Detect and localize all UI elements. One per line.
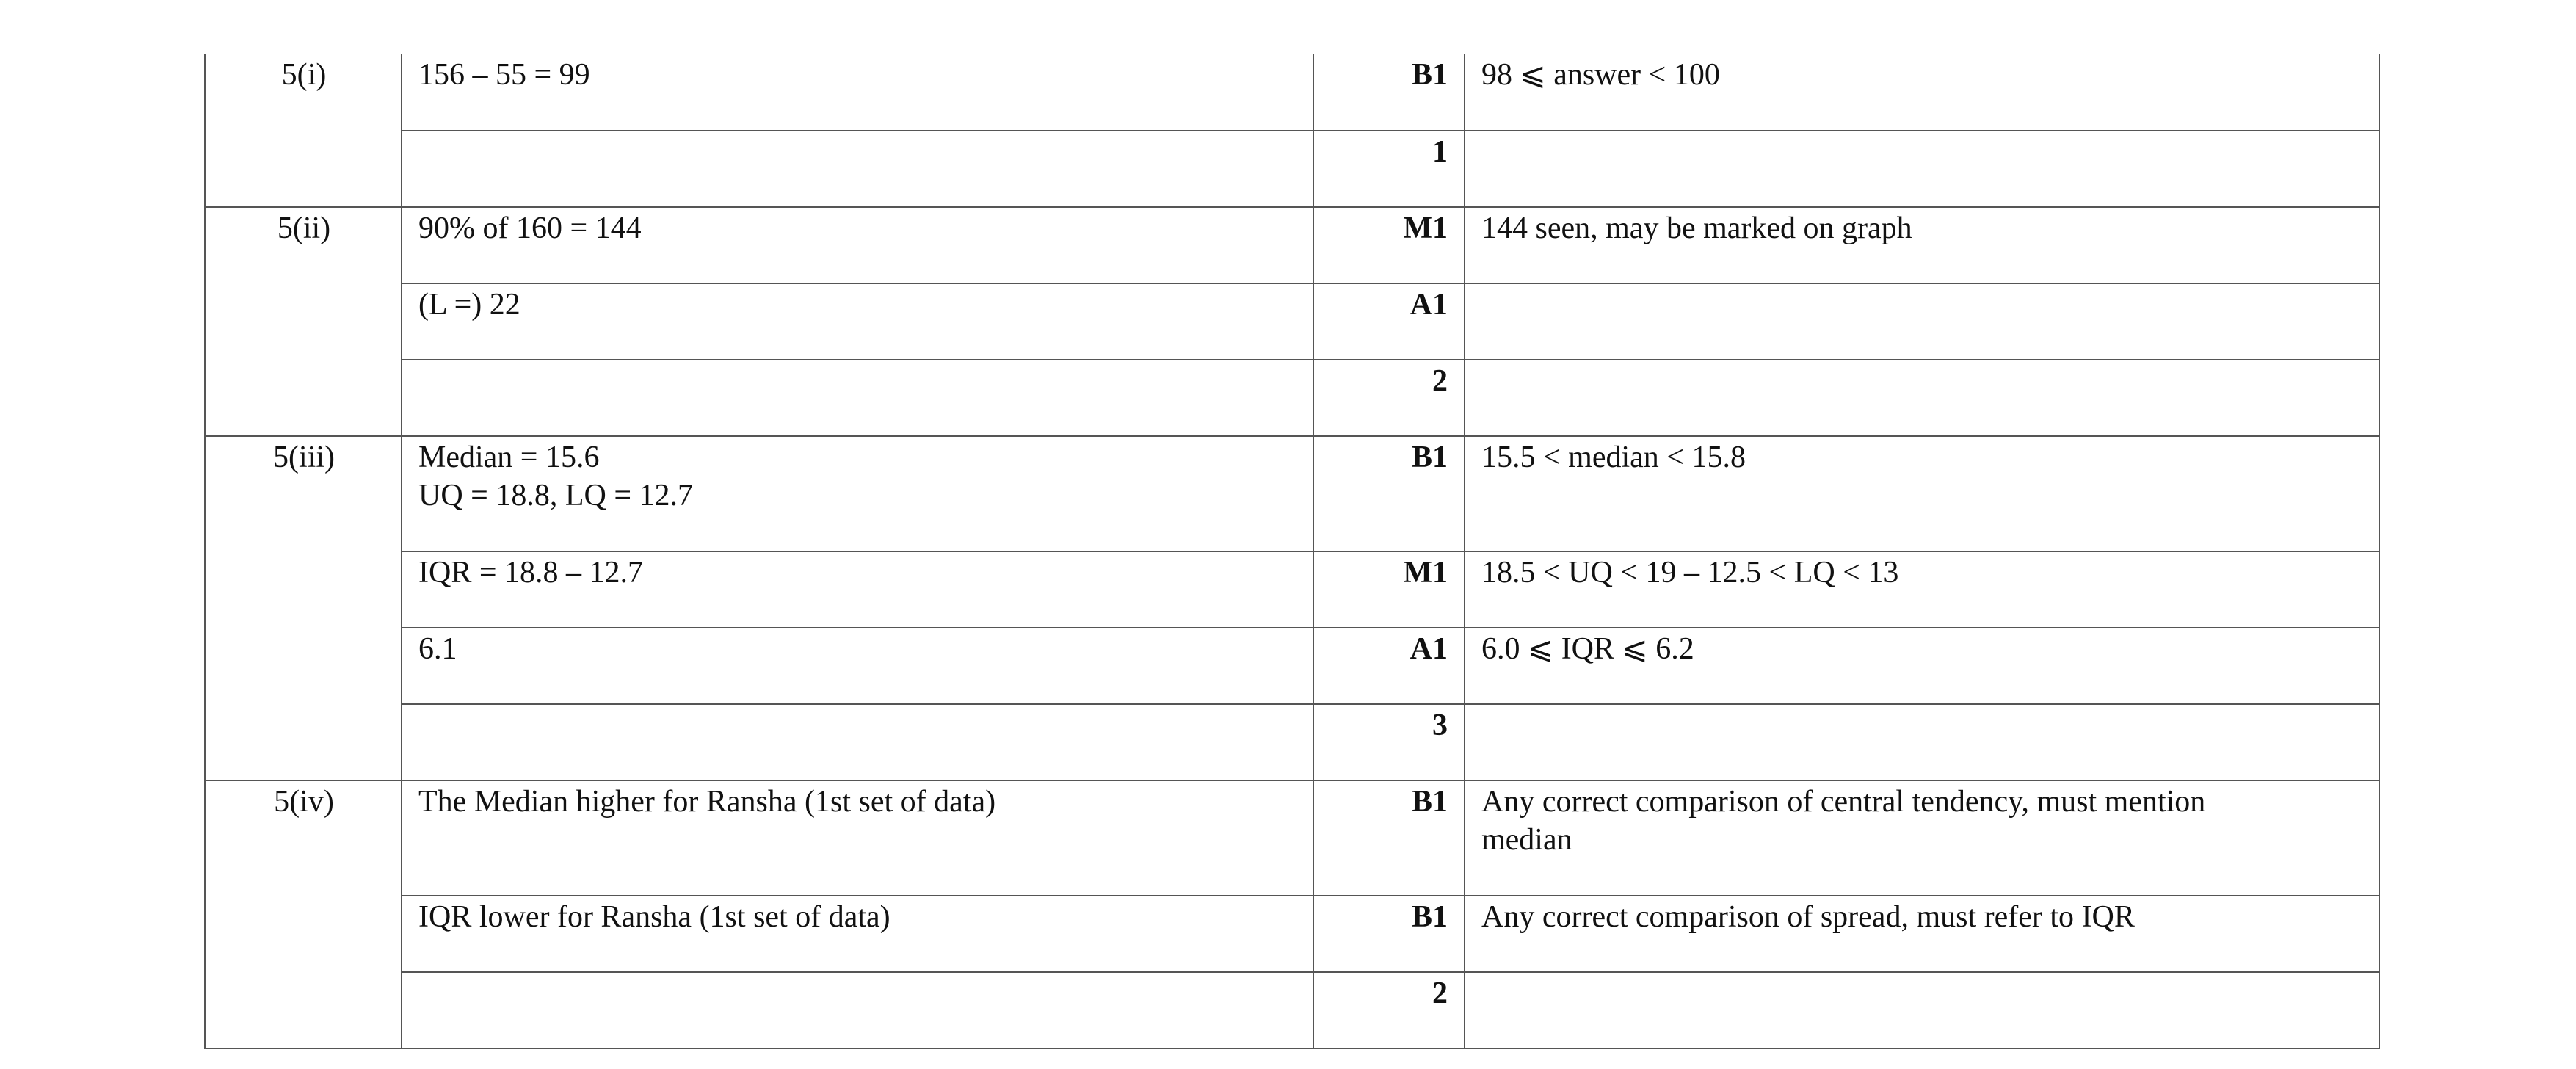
guidance-cell	[1465, 704, 2379, 780]
guidance-cell: 144 seen, may be marked on graph	[1465, 207, 2379, 283]
table-row	[205, 628, 2379, 704]
mark-scheme-table-wrapper	[204, 54, 2379, 1049]
guidance-cell	[1465, 360, 2379, 436]
answer-cell: 156 – 55 = 99	[402, 54, 1313, 131]
question-number: 5(iii)	[273, 441, 335, 474]
question-number-cell	[205, 207, 402, 436]
question-number-cell	[205, 436, 402, 780]
guidance-cell: 98 ⩽ answer < 100	[1465, 54, 2379, 131]
answer-line: Median = 15.6	[418, 441, 600, 474]
mark-total-cell: 2	[1313, 360, 1465, 436]
answer-line: UQ = 18.8, LQ = 12.7	[418, 479, 694, 512]
guidance-cell: 18.5 < UQ < 19 – 12.5 < LQ < 13	[1465, 551, 2379, 628]
answer-cell	[402, 972, 1313, 1048]
answer-cell: IQR lower for Ransha (1st set of data)	[402, 896, 1313, 972]
question-number: 5(i)	[281, 58, 327, 92]
answer-cell	[402, 436, 1313, 551]
answer-cell	[402, 704, 1313, 780]
mark-cell: M1	[1313, 207, 1465, 283]
table-row	[205, 780, 2379, 896]
question-number: 5(ii)	[277, 211, 331, 245]
guidance-cell: Any correct comparison of spread, must refer to IQR	[1465, 896, 2379, 972]
answer-cell: 90% of 160 = 144	[402, 207, 1313, 283]
mark-cell: B1	[1313, 896, 1465, 972]
table-row	[205, 896, 2379, 972]
guidance-cell	[1465, 131, 2379, 207]
guidance-cell	[1465, 283, 2379, 360]
guidance-cell	[1465, 972, 2379, 1048]
guidance-cell: 6.0 ⩽ IQR ⩽ 6.2	[1465, 628, 2379, 704]
table-row	[205, 972, 2379, 1048]
table-row	[205, 704, 2379, 780]
question-number-cell	[205, 54, 402, 207]
mark-scheme-table	[204, 54, 2380, 1049]
mark-total-cell: 1	[1313, 131, 1465, 207]
table-row	[205, 283, 2379, 360]
question-number: 5(iv)	[274, 785, 334, 819]
answer-cell: (L =) 22	[402, 283, 1313, 360]
guidance-cell: 15.5 < median < 15.8	[1465, 436, 2379, 551]
mark-cell: B1	[1313, 54, 1465, 131]
answer-cell: The Median higher for Ransha (1st set of data)	[402, 780, 1313, 896]
table-row	[205, 551, 2379, 628]
mark-cell: A1	[1313, 628, 1465, 704]
mark-cell: A1	[1313, 283, 1465, 360]
guidance-line: median	[1481, 823, 1572, 857]
table-row	[205, 436, 2379, 551]
mark-cell: B1	[1313, 780, 1465, 896]
answer-cell: IQR = 18.8 – 12.7	[402, 551, 1313, 628]
table-row	[205, 54, 2379, 131]
mark-total-cell: 3	[1313, 704, 1465, 780]
table-row	[205, 360, 2379, 436]
answer-cell	[402, 131, 1313, 207]
guidance-line: Any correct comparison of central tendency, must mention	[1481, 785, 2206, 819]
mark-cell: B1	[1313, 436, 1465, 551]
table-row	[205, 131, 2379, 207]
answer-cell: 6.1	[402, 628, 1313, 704]
table-row	[205, 207, 2379, 283]
mark-total-cell: 2	[1313, 972, 1465, 1048]
question-number-cell	[205, 780, 402, 1048]
answer-cell	[402, 360, 1313, 436]
mark-cell: M1	[1313, 551, 1465, 628]
guidance-cell	[1465, 780, 2379, 896]
